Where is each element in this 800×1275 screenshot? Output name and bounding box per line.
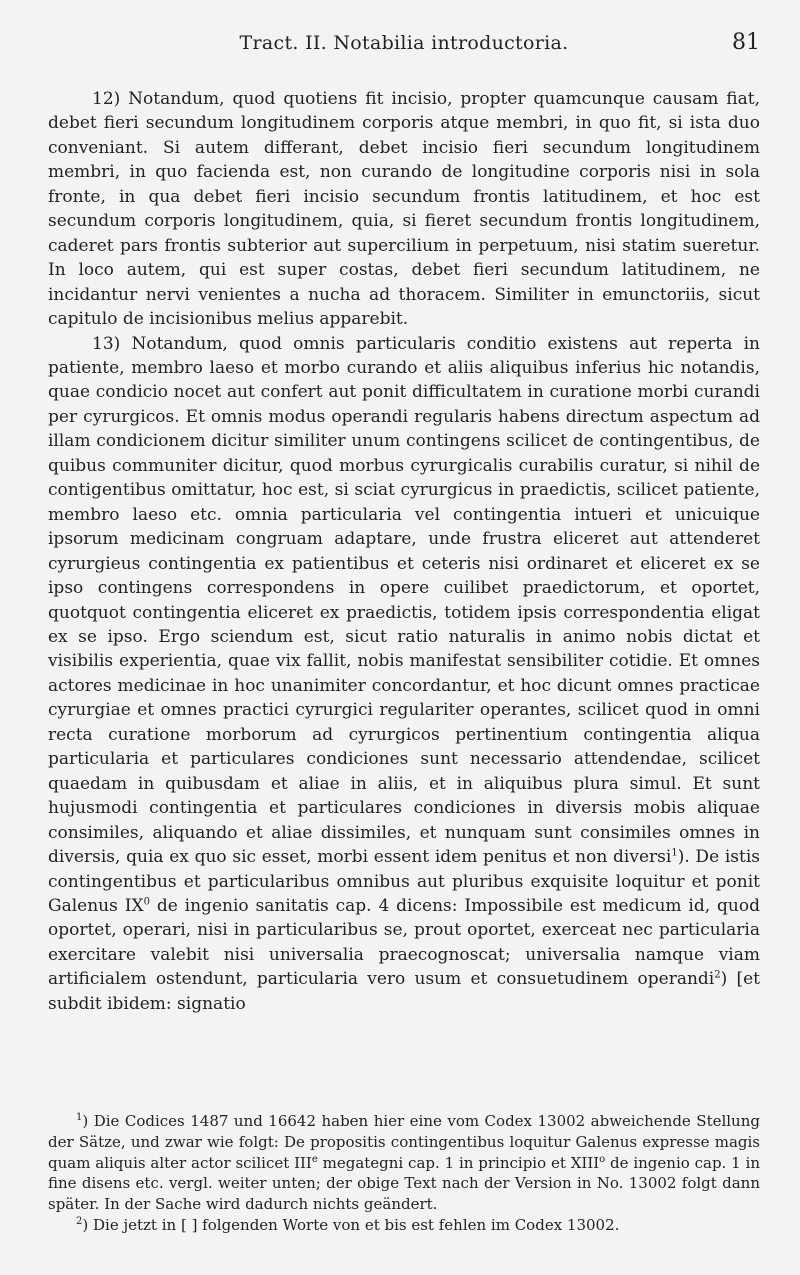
- body-text: [48, 87, 760, 1016]
- running-head: [48, 32, 760, 62]
- footnote-2-mark: 2: [76, 1215, 83, 1227]
- footnote-2-text: ) Die jetzt in [ ] folgenden Worte von et bis est fehlen im Codex 13002.: [82, 1215, 620, 1234]
- footnote-ref-2[interactable]: 2: [714, 969, 721, 981]
- paragraph-13-text-b: ). De istis contingentibus et particularibus omnibus aut pluribus exquisite loquitur et ponit Galenus IX: [48, 847, 760, 916]
- paragraph-12: [48, 87, 760, 332]
- footnotes: [48, 1111, 760, 1236]
- footnote-1: [48, 1111, 760, 1215]
- page-number: 81: [732, 30, 760, 55]
- footnote-ref-1[interactable]: 1: [671, 847, 678, 859]
- footnote-1-sup-b: o: [599, 1153, 606, 1165]
- paragraph-13-text-d: ) [et subdit ibidem: signatio: [48, 969, 760, 1014]
- footnote-2: [48, 1215, 760, 1236]
- footnote-1-sup-a: e: [311, 1153, 318, 1165]
- paragraph-12-text: 12) Notandum, quod quotiens fit incisio, propter quamcunque causam fiat, debet fieri secundum longitudinem corporis atque membri, in quo fit, si ista duo conveniant. Si autem differant, debet incisio fieri secundum longitudinem membri, in quo facienda est, non curando de longitudine corporis nisi in sola fronte, in qua debet fieri incisio secundum frontis latitudinem, et hoc est secundum corporis longitudinem, quia, si fieret secundum frontis longitudinem, caderet pars frontis subterior aut supercilium in perpetuum, nisi statim sueretur. In loco autem, qui est super costas, debet fieri secundum latitudinem, ne incidantur nervi venientes a nucha ad thoracem. Similiter in emunctoriis, sicut capitulo de incisionibus melius apparebit.: [48, 89, 760, 330]
- footnote-1-mark: 1: [76, 1112, 83, 1123]
- running-title: Tract. II. Notabilia introductoria.: [239, 32, 569, 54]
- paragraph-13-text-c: de ingenio sanitatis cap. 4 dicens: Impossibile est medicum id, quod oportet, operari, nisi in particularibus se, prout oportet, exerceat nec particularia exercitare valebit nisi universalia praecognoscat; universalia namque viam artificialem ostendunt, particularia vero usum et consuetudinem operandi: [48, 895, 760, 990]
- footnote-1-text-c: de ingenio cap. 1 in fine disens etc. vergl. weiter unten; der obige Text nach der Version in No. 13002 folgt dann später. In der Sache wird dadurch nichts geändert.: [48, 1153, 760, 1214]
- footnote-1-text-a: ) Die Codices 1487 und 16642 haben hier eine vom Codex 13002 abweichende Stellung der Sätze, und zwar wie folgt: De propositis contingentibus loquitur Galenus expresse magis quam aliquis alter actor scilicet III: [48, 1112, 760, 1172]
- paragraph-13-text-a: 13) Notandum, quod omnis particularis conditio existens aut reperta in patiente, membro laeso et morbo curando et aliis aliquibus inferius hic notandis, quae condicio nocet aut confert aut ponit difficultatem in curatione morbi curandi per cyrurgicos. Et omnis modus operandi regularis habens directum aspectum ad illam condicionem dicitur similiter unum contingens scilicet de contingentibus, de quibus communiter dicitur, quod morbus cyrurgicalis curabilis curatur, si nihil de contigentibus omittatur, hoc est, si sciat cyrurgicus in praedictis, scilicet patiente, membro laeso etc. omnia particularia vel contingentia intueri et unicuique ipsorum medicinam congruam adaptare, unde frustra eliceret aut attenderet cyrurgieus contingentia ex patientibus et ceteris nisi ordinaret et eliceret ex se ipso contingens correspondens in opere cuilibet praedictorum, et oportet, quotquot contingentia eliceret ex praedictis, totidem ipsis correspondentia eligat ex se ipso. Ergo sciendum est, sicut ratio naturalis in animo nobis dictat et visibilis experientia, quae vix fallit, nobis manifestat sensibiliter cotidie. Et omnes actores medicinae in hoc unanimiter concordantur, et hoc dicunt omnes practicae cyrurgiae et omnes practici cyrurgici regulariter operantes, scilicet quod in omni recta curatione morborum ad cyrurgicos pertinentium contingentia aliqua particularia et particulares condiciones sunt necessario attendendae, scilicet quaedam in quibusdam et aliae in aliis, et in aliquibus plura simul. Et sunt hujusmodi contingentia et particulares condiciones in diversis mobis aliquae consimiles, aliquando et aliae dissimiles, et nunquam sunt consimiles omnes in diversis, quia ex quo sic esset, morbi essent idem penitus et non diversi: [48, 333, 760, 868]
- ordinal-superscript: 0: [143, 896, 150, 908]
- paragraph-13: [48, 332, 760, 1017]
- footnote-1-text-b: megategni cap. 1 in principio et XIII: [317, 1153, 600, 1172]
